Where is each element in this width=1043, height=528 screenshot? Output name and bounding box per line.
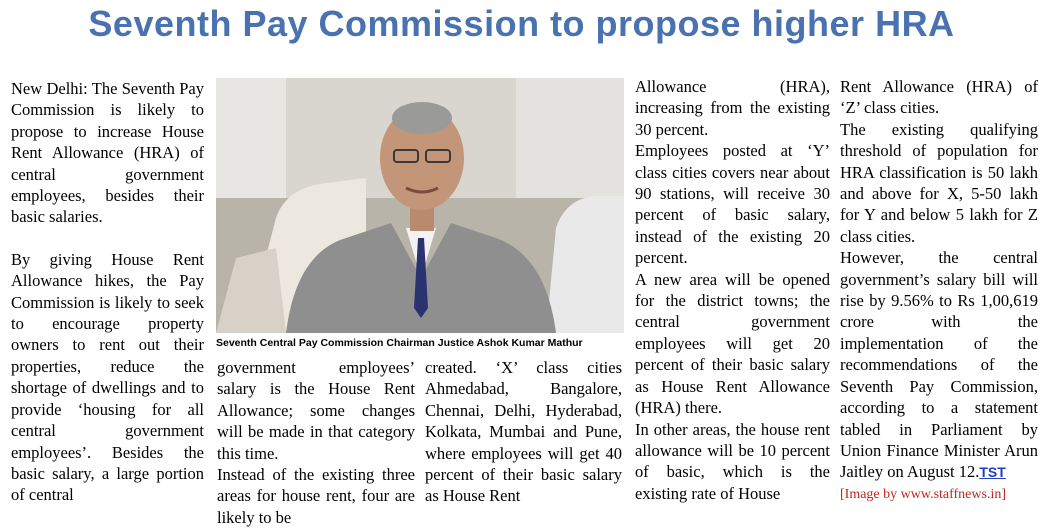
column-2 [217, 357, 415, 528]
paragraph: In other areas, the house rent allowance will be 10 percent of basic, which is the existing rate of House [635, 419, 830, 503]
paragraph: New Delhi: The Seventh Pay Commission is likely to propose to increase House Rent Allowance (HRA) of central government employees, besides their basic salaries. [11, 79, 204, 227]
column-4 [635, 76, 830, 504]
paragraph: By giving House Rent Allowance hikes, the Pay Commission is likely to seek to encourage property owners to rent out their properties, reduce the shortage of dwellings and to provide ‘housing for all central government employees’. Besides the basic salary, a large portion of central [11, 249, 204, 505]
photo-caption: Seventh Central Pay Commission Chairman Justice Ashok Kumar Mathur [216, 333, 624, 354]
paragraph: Employees posted at ‘Y’ class cities covers near about 90 stations, will receive 30 percent of basic salary, instead of the existing 20 percent. [635, 141, 830, 268]
paragraph: A new area will be opened for the district towns; the central government employees will get 20 percent of their basic salary as House Rent Allowance (HRA) there. [635, 269, 830, 418]
paragraph: created. ‘X’ class cities Ahmedabad, Bangalore, Chennai, Delhi, Hyderabad, Kolkata, Mumbai and Pune, where employees will get 40 percent of their basic salary as House Rent [425, 358, 622, 506]
paragraph-text: However, the central government’s salary bill will rise by 9.56% to Rs 1,00,619 crore with the implementation of the recommendations of the Seventh Pay Commission, according to a statement tabled in Parliament by Union Finance Minister Arun Jaitley on August 12. [840, 248, 1038, 482]
paragraph: Rent Allowance (HRA) of ‘Z’ class cities. [840, 77, 1038, 118]
headline: Seventh Pay Commission to propose higher HRA [88, 3, 955, 44]
paragraph: Instead of the existing three areas for house rent, four are likely to be [217, 465, 415, 527]
photo-justice-ashok-kumar-mathur [216, 78, 624, 333]
paragraph: Allowance (HRA), increasing from the existing 30 percent. [635, 77, 830, 139]
column-3 [425, 357, 622, 507]
image-credit: [Image by www.staffnews.in] [840, 486, 1007, 502]
paragraph: The existing qualifying threshold of population for HRA classification is 50 lakh and above for X, 5-50 lakh for Y and below 5 lakh for Z class cities. [840, 119, 1038, 246]
tst-link[interactable]: TST [979, 464, 1006, 481]
column-5 [840, 76, 1038, 505]
paragraph [840, 247, 1038, 483]
column-1 [11, 78, 204, 506]
paragraph: government employees’ salary is the House Rent Allowance; some changes will be made in that category this time. [217, 358, 415, 463]
photo-illustration [216, 78, 624, 333]
